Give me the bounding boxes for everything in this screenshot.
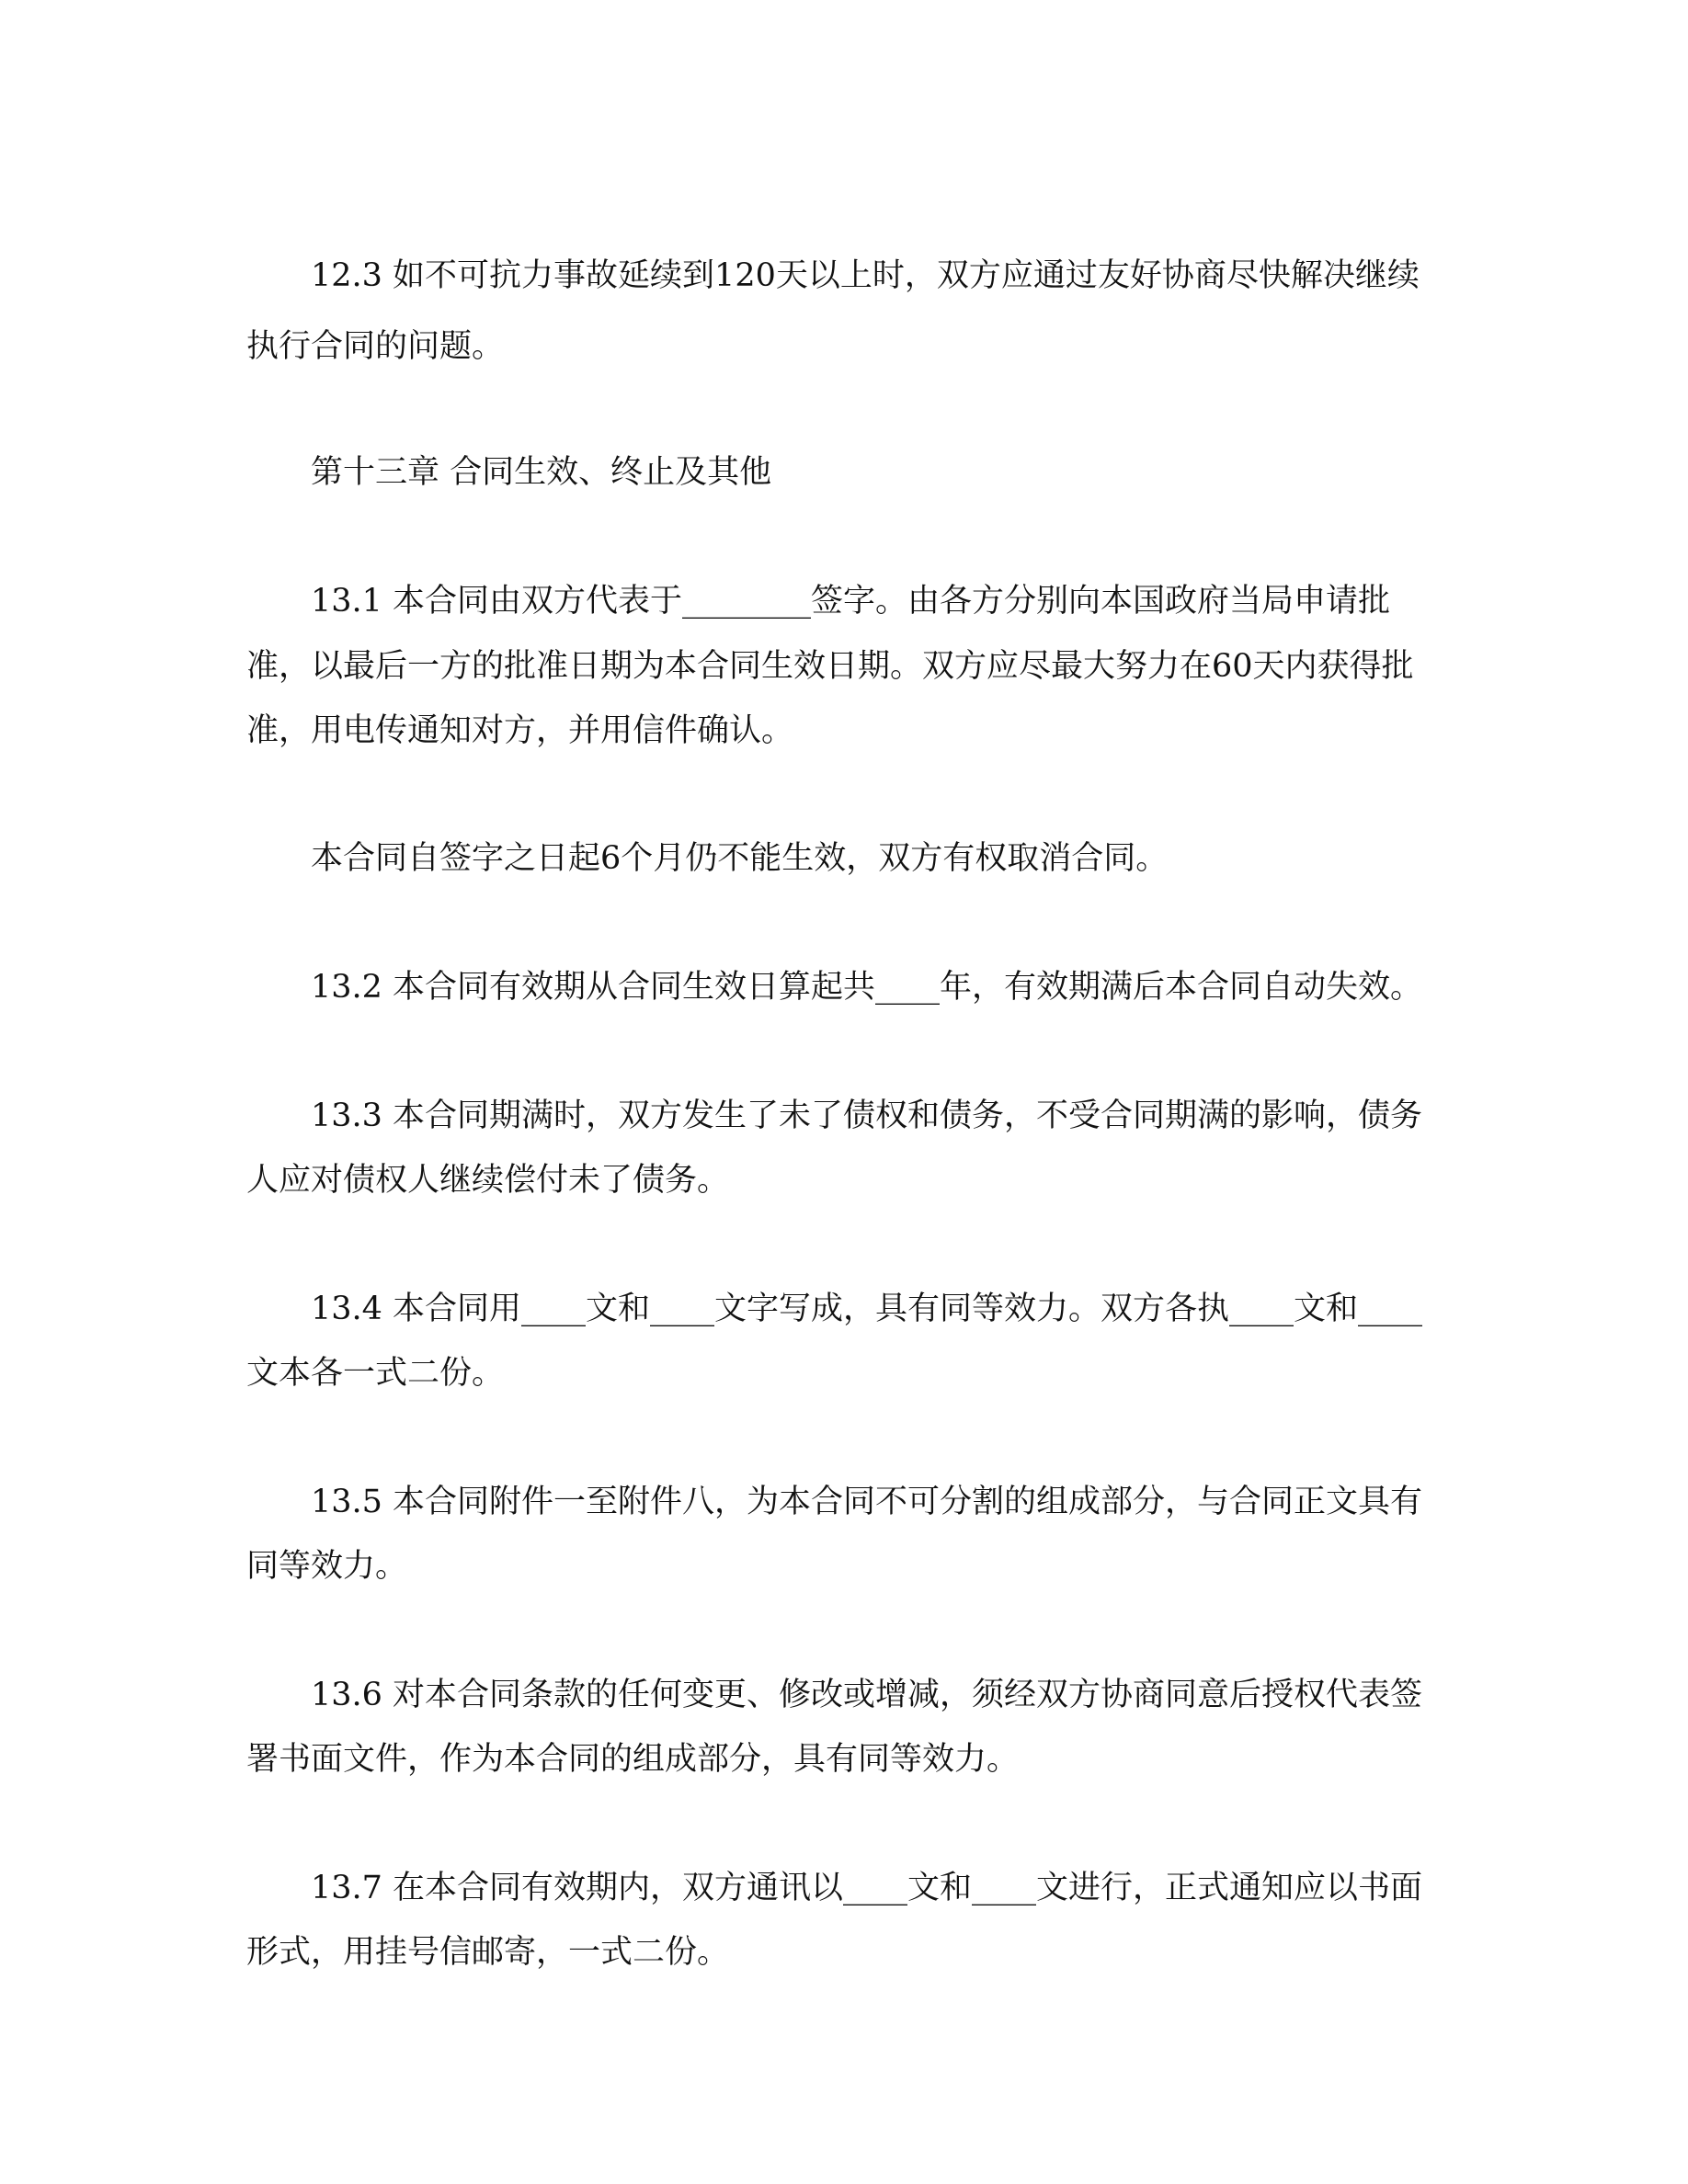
clause-13-2-line-1: 13.2 本合同有效期从合同生效日算起共____年，有效期满后本合同自动失效。 (311, 969, 1423, 1006)
clause-12-3-line-2: 执行合同的问题。 (246, 328, 505, 365)
clause-13-6-line-2: 署书面文件，作为本合同的组成部分，具有同等效力。 (246, 1741, 1020, 1778)
clause-13-1-line-1: 13.1 本合同由双方代表于________签字。由各方分别向本国政府当局申请批 (311, 583, 1391, 620)
clause-13-1-line-2: 准，以最后一方的批准日期为本合同生效日期。双方应尽最大努力在60天内获得批 (246, 648, 1414, 685)
clause-13-7-line-1: 13.7 在本合同有效期内，双方通讯以____文和____文进行，正式通知应以书面 (311, 1870, 1423, 1906)
clause-13-6-line-1: 13.6 对本合同条款的任何变更、修改或增减，须经双方协商同意后授权代表签 (311, 1677, 1423, 1713)
clause-13-5-line-2: 同等效力。 (246, 1548, 408, 1585)
clause-13-3-line-2: 人应对债权人继续偿付未了债务。 (246, 1162, 730, 1199)
clause-12-3-line-1: 12.3 如不可抗力事故延续到120天以上时，双方应通过友好协商尽快解决继续 (311, 257, 1420, 294)
clause-13-1-note: 本合同自签字之日起6个月仍不能生效，双方有权取消合同。 (311, 840, 1169, 877)
clause-13-7-line-2: 形式，用挂号信邮寄，一式二份。 (246, 1934, 730, 1971)
clause-13-5-line-1: 13.5 本合同附件一至附件八，为本合同不可分割的组成部分，与合同正文具有 (311, 1484, 1423, 1520)
chapter-13-heading: 第十三章 合同生效、终止及其他 (311, 454, 772, 491)
clause-13-1-line-3: 准，用电传通知对方，并用信件确认。 (246, 712, 794, 749)
clause-13-3-line-1: 13.3 本合同期满时，双方发生了未了债权和债务，不受合同期满的影响，债务 (311, 1098, 1423, 1134)
clause-13-4-line-2: 文本各一式二份。 (246, 1355, 505, 1392)
clause-13-4-line-1: 13.4 本合同用____文和____文字写成，具有同等效力。双方各执____文和____ (311, 1291, 1423, 1327)
